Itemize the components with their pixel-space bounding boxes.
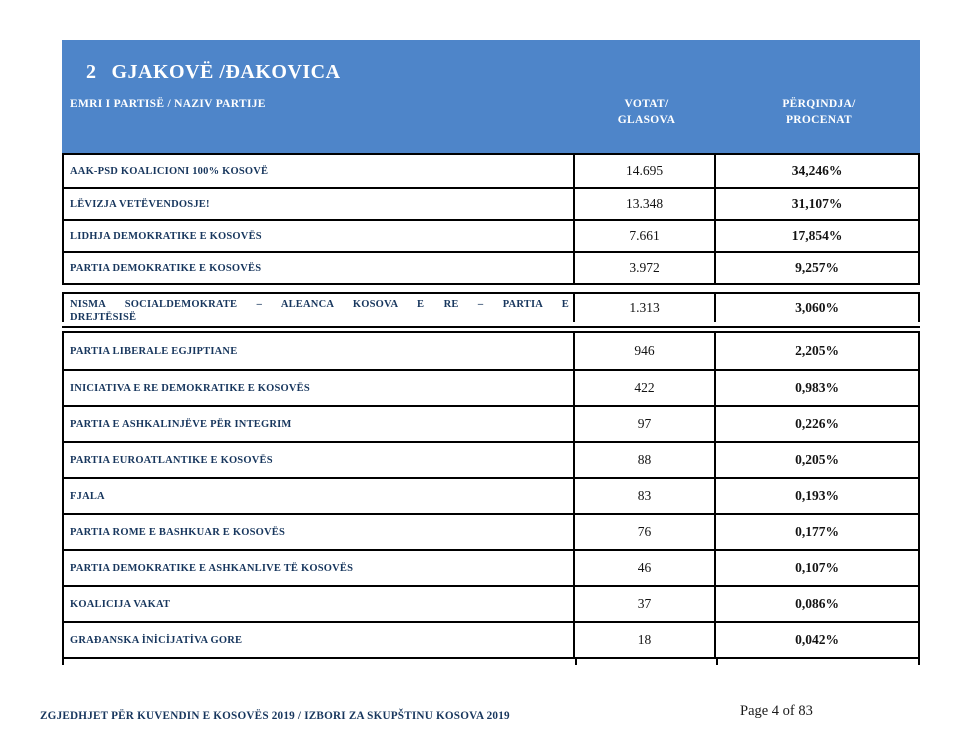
table-column-headers <box>62 97 920 128</box>
row-bottom-border-strike-line <box>62 326 920 328</box>
table-row <box>64 441 918 477</box>
votes-cell: 18 <box>575 623 716 657</box>
results-table-block-3 <box>62 331 920 659</box>
column-header-percent-line1: PËRQINDJA/ <box>782 98 856 110</box>
party-name-cell: LËVIZJA VETËVENDOSJE! <box>64 189 575 219</box>
party-name-cell: PARTIA DEMOKRATIKE E KOSOVËS <box>64 253 575 283</box>
region-header-band <box>62 40 920 153</box>
column-header-percent <box>718 97 920 128</box>
percent-cell: 2,205% <box>795 343 839 358</box>
percent-cell: 0,042% <box>795 632 839 647</box>
table-row <box>64 155 918 187</box>
party-name-cell: GRAĐANSKA İNİCİJATİVA GORE <box>64 623 575 657</box>
votes-cell: 37 <box>575 587 716 621</box>
party-name-cell: PARTIA EUROATLANTIKE E KOSOVËS <box>64 443 575 477</box>
party-name-cell: FJALA <box>64 479 575 513</box>
votes-cell: 76 <box>575 515 716 549</box>
table-row <box>64 369 918 405</box>
results-table-block-1 <box>62 153 920 285</box>
stub-line <box>62 659 64 665</box>
party-name-cell <box>64 294 575 322</box>
percent-cell: 0,205% <box>795 452 839 467</box>
column-header-percent-line2: PROCENAT <box>785 113 853 126</box>
votes-cell: 1.313 <box>575 294 716 322</box>
percent-cell: 0,107% <box>795 560 839 575</box>
table-row <box>64 333 918 369</box>
results-table <box>62 153 920 665</box>
stub-line <box>918 659 920 665</box>
votes-cell: 13.348 <box>575 189 716 219</box>
footer-election-title: ZGJEDHJET PËR KUVENDIN E KOSOVËS 2019 / IZBORI ZA SKUPŠTINU KOSOVA 2019 <box>40 710 510 722</box>
votes-cell: 7.661 <box>575 221 716 251</box>
party-name-cell: LIDHJA DEMOKRATIKE E KOSOVËS <box>64 221 575 251</box>
column-header-votes <box>575 97 718 128</box>
party-name-cell: PARTIA LIBERALE EGJIPTIANE <box>64 333 575 369</box>
stub-line <box>575 659 577 665</box>
region-name: GJAKOVË /ĐAKOVICA <box>111 61 341 83</box>
votes-cell: 14.695 <box>575 155 716 187</box>
percent-cell: 9,257% <box>795 260 839 275</box>
column-header-votes-line2: GLASOVA <box>617 113 676 126</box>
percent-cell: 31,107% <box>791 196 843 211</box>
column-header-votes-line1: VOTAT/ <box>624 98 669 110</box>
table-row <box>64 294 918 322</box>
percent-cell: 0,193% <box>795 488 839 503</box>
stub-line <box>716 659 718 665</box>
table-row <box>64 251 918 283</box>
party-name-cell: PARTIA ROME E BASHKUAR E KOSOVËS <box>64 515 575 549</box>
votes-cell: 88 <box>575 443 716 477</box>
party-name-cell: KOALICIJA VAKAT <box>64 587 575 621</box>
party-name-cell: INICIATIVA E RE DEMOKRATIKE E KOSOVËS <box>64 371 575 405</box>
percent-cell: 17,854% <box>791 228 843 243</box>
results-table-block-2 <box>62 292 920 322</box>
percent-cell: 0,226% <box>795 416 839 431</box>
table-row <box>64 549 918 585</box>
party-name-cell: PARTIA DEMOKRATIKE E ASHKANLIVE TË KOSOVËS <box>64 551 575 585</box>
percent-cell: 0,086% <box>795 596 839 611</box>
party-name-cell: PARTIA E ASHKALINJËVE PËR INTEGRIM <box>64 407 575 441</box>
table-row <box>64 477 918 513</box>
table-bottom-stubs <box>62 659 920 665</box>
votes-cell: 3.972 <box>575 253 716 283</box>
votes-cell: 46 <box>575 551 716 585</box>
column-header-party: EMRI I PARTISË / NAZIV PARTIJE <box>70 98 266 110</box>
region-title <box>62 40 920 84</box>
table-row <box>64 621 918 657</box>
percent-cell: 3,060% <box>795 300 839 315</box>
table-row <box>64 585 918 621</box>
table-row <box>64 405 918 441</box>
party-name-line1: NISMA SOCIALDEMOKRATE – ALEANCA KOSOVA E RE – PARTIA E <box>70 299 569 310</box>
table-row <box>64 219 918 251</box>
percent-cell: 0,983% <box>795 380 839 395</box>
party-name-cell: AAK-PSD KOALICIONI 100% KOSOVË <box>64 155 575 187</box>
percent-cell: 0,177% <box>795 524 839 539</box>
percent-cell: 34,246% <box>791 163 843 178</box>
votes-cell: 83 <box>575 479 716 513</box>
table-row <box>64 513 918 549</box>
votes-cell: 422 <box>575 371 716 405</box>
party-name-line2: DREJTËSISË <box>70 311 137 323</box>
votes-cell: 97 <box>575 407 716 441</box>
votes-cell: 946 <box>575 333 716 369</box>
table-row <box>64 187 918 219</box>
region-number: 2 <box>86 61 97 83</box>
page-number: Page 4 of 83 <box>740 703 813 719</box>
